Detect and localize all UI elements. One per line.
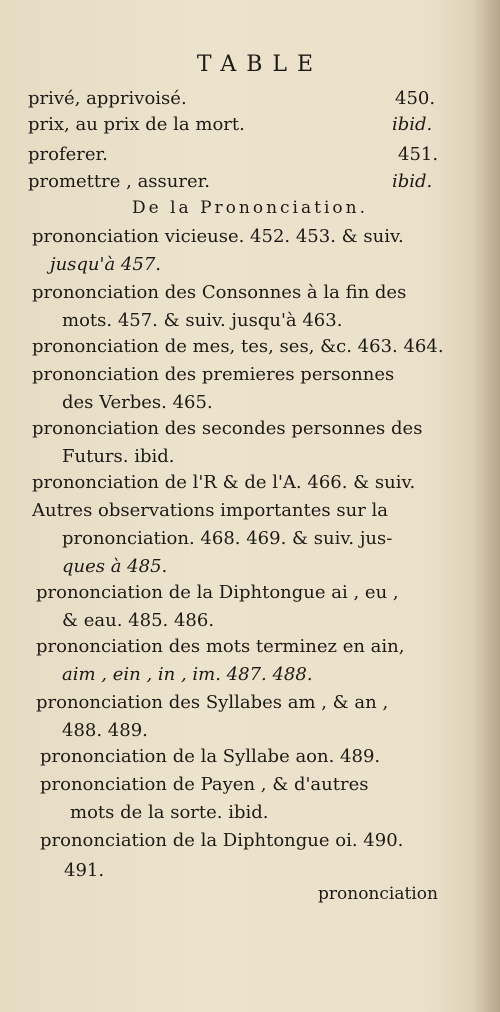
index-entry: des Verbes. 465. (62, 392, 213, 413)
index-entry: mots. 457. & suiv. jusqu'à 463. (62, 310, 343, 331)
index-entry: prononciation des premieres personnes (32, 364, 395, 385)
index-entry: prononciation de la Syllabe aon. 489. (40, 746, 381, 767)
index-entry: prononciation des Consonnes à la fin des (32, 282, 407, 303)
page-reference: 450. (395, 88, 436, 109)
section-heading: De la Prononciation. (132, 198, 368, 218)
index-entry: Autres observations importantes sur la (32, 500, 389, 521)
catchword: prononciation (318, 884, 438, 904)
index-entry: prononciation des secondes personnes des (32, 418, 423, 439)
index-entry: jusqu'à 457. (50, 254, 162, 275)
index-entry: 491. (64, 860, 105, 881)
index-entry: privé, apprivoisé. (28, 88, 187, 109)
index-entry: mots de la sorte. ibid. (70, 802, 269, 823)
index-entry: prononciation de mes, tes, ses, &c. 463. 464. (32, 336, 444, 357)
index-entry: prix, au prix de la mort. (28, 114, 245, 135)
index-entry: 488. 489. (62, 720, 148, 741)
index-entry: prononciation des mots terminez en ain, (36, 636, 405, 657)
index-entry: prononciation. 468. 469. & suiv. jus- (62, 528, 393, 549)
index-entry: prononciation de Payen , & d'autres (40, 774, 369, 795)
index-entry: & eau. 485. 486. (62, 610, 215, 631)
index-entry: Futurs. ibid. (62, 446, 175, 467)
page-reference: 451. (398, 144, 439, 165)
index-entry: prononciation de la Diphtongue ai , eu , (36, 582, 399, 603)
index-entry: proferer. (28, 144, 108, 165)
index-entry: aim , ein , in , im. 487. 488. (62, 664, 313, 685)
index-entry: ques à 485. (62, 556, 168, 577)
index-entry: prononciation vicieuse. 452. 453. & suiv. (32, 226, 404, 247)
index-entry: promettre , assurer. (28, 171, 210, 192)
page-title: TABLE (196, 52, 324, 77)
index-entry: prononciation de l'R & de l'A. 466. & suiv. (32, 472, 416, 493)
page-reference: ibid. (392, 171, 433, 192)
index-entry: prononciation de la Diphtongue oi. 490. (40, 830, 404, 851)
page-reference: ibid. (392, 114, 433, 135)
page-gutter-shadow (472, 0, 500, 1012)
index-entry: prononciation des Syllabes am , & an , (36, 692, 389, 713)
